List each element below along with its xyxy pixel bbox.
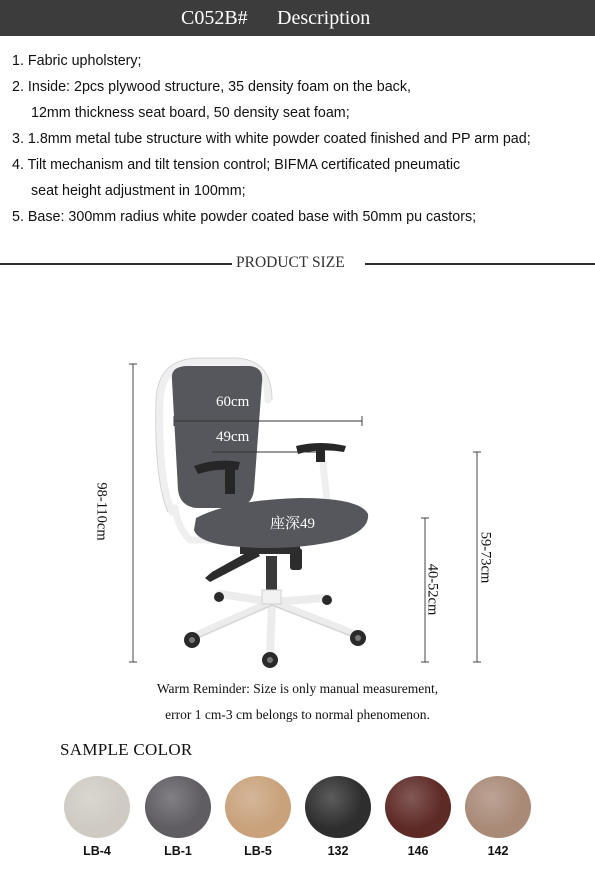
product-code: C052B# (181, 7, 248, 29)
reminder-line-1: Warm Reminder: Size is only manual measurement, (156, 681, 439, 696)
swatch-label-lb-4: LB-4 (83, 844, 111, 858)
header-title: Description (277, 7, 371, 29)
color-swatch-lb-1[interactable] (145, 776, 211, 838)
color-swatch-146[interactable] (385, 776, 451, 838)
swatch-label-132: 132 (327, 844, 349, 858)
arm-height-label: 59-73cm (477, 531, 494, 584)
seat-depth-label: 座深49 (270, 516, 316, 532)
chair-illustration (0, 280, 595, 680)
section-divider-right (365, 263, 595, 265)
section-divider-left (0, 263, 232, 265)
swatch-label-142: 142 (487, 844, 509, 858)
reminder-line-2: error 1 cm-3 cm belongs to normal phenomenon. (165, 707, 430, 722)
spec-item-3: 3. 1.8mm metal tube structure with white powder coated finished and PP arm pad; (12, 131, 531, 147)
seat-width-label: 49cm (216, 429, 250, 445)
spec-item-4-cont: seat height adjustment in 100mm; (31, 183, 246, 199)
swatch-label-146: 146 (407, 844, 429, 858)
spec-item-2-cont: 12mm thickness seat board, 50 density seat foam; (31, 105, 350, 121)
swatch-label-lb-1: LB-1 (164, 844, 192, 858)
spec-item-1: 1. Fabric upholstery; (12, 53, 142, 69)
color-swatch-132[interactable] (305, 776, 371, 838)
color-swatch-142[interactable] (465, 776, 531, 838)
header-bar (0, 0, 595, 36)
color-swatch-lb-5[interactable] (225, 776, 291, 838)
spec-item-2: 2. Inside: 2pcs plywood structure, 35 density foam on the back, (12, 79, 411, 95)
total-height-label: 98-110cm (93, 482, 110, 541)
seat-height-label: 40-52cm (424, 563, 441, 616)
sample-color-title: SAMPLE COLOR (60, 740, 193, 759)
spec-item-4: 4. Tilt mechanism and tilt tension control; BIFMA certificated pneumatic (12, 157, 461, 173)
color-swatch-lb-4[interactable] (64, 776, 130, 838)
width-label: 60cm (216, 394, 250, 410)
spec-list (12, 48, 592, 230)
spec-item-5: 5. Base: 300mm radius white powder coated base with 50mm pu castors; (12, 209, 477, 225)
swatch-label-lb-5: LB-5 (244, 844, 272, 858)
product-size-title: PRODUCT SIZE (236, 254, 345, 271)
